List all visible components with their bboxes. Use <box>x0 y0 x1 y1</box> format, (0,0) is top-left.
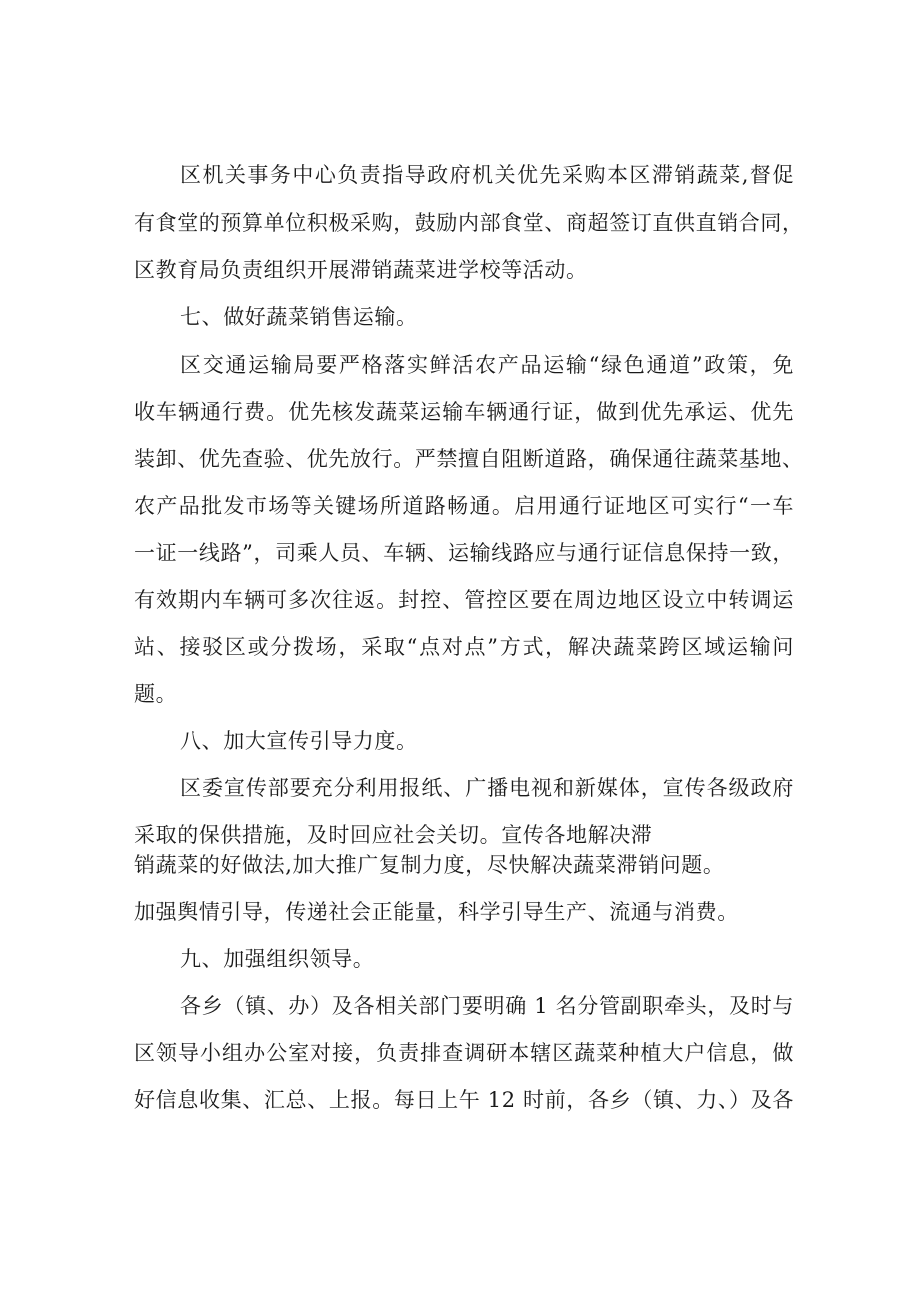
paragraph-line: 加强舆情引导，传递社会正能量，科学引导生产、流通与消费。 <box>134 900 739 924</box>
paragraph-line: 区委宣传部要充分利用报纸、广播电视和新媒体，宣传各级政府 <box>180 776 794 800</box>
section-heading: 七、做好蔬菜销售运输。 <box>180 305 418 329</box>
paragraph-line: 有食堂的预算单位积极采购，鼓励内部食堂、商超签订直供直销合同， <box>134 211 804 235</box>
paragraph-line: 一证一线路”，司乘人员、车辆、运输线路应与通行证信息保持一致， <box>134 541 794 565</box>
paragraph-line: 收车辆通行费。优先核发蔬菜运输车辆通行证，做到优先承运、优先 <box>134 400 794 424</box>
paragraph-line: 各乡（镇、办）及各相关部门要明确 1 名分管副职牵头，及时与 <box>180 994 794 1018</box>
section-heading: 九、加强组织领导。 <box>180 947 375 971</box>
paragraph-line: 题。 <box>134 682 178 706</box>
paragraph-line: 采取的保供措施，及时回应社会关切。宣传各地解决滞 <box>134 823 653 847</box>
paragraph-line: 好信息收集、汇总、上报。每日上午 12 时前，各乡（镇、力、）及各 <box>134 1088 794 1112</box>
paragraph-line: 农产品批发市场等关键场所道路畅通。启用通行证地区可实行“一车 <box>134 494 794 518</box>
paragraph-line: 站、接驳区或分拨场，采取“点对点”方式，解决蔬菜跨区域运输问 <box>134 635 794 659</box>
paragraph-line: 区机关事务中心负责指导政府机关优先采购本区滞销蔬菜,督促 <box>180 163 794 187</box>
paragraph-line: 区领导小组办公室对接，负责排查调研本辖区蔬菜种植大户信息，做 <box>134 1041 794 1065</box>
paragraph-line: 有效期内车辆可多次往返。封控、管控区要在周边地区设立中转调运 <box>134 588 794 612</box>
paragraph-line: 区交通运输局要严格落实鲜活农产品运输“绿色通道”政策，免 <box>180 353 794 377</box>
paragraph-line: 销蔬菜的好做法,加大推广复制力度，尽快解决蔬菜滞销问题。 <box>134 853 725 877</box>
section-heading: 八、加大宣传引导力度。 <box>180 729 418 753</box>
paragraph-line: 装卸、优先查验、优先放行。严禁擅自阻断道路，确保通往蔬菜基地、 <box>134 447 804 471</box>
paragraph-line: 区教育局负责组织开展滞销蔬菜进学校等活动。 <box>134 258 588 282</box>
